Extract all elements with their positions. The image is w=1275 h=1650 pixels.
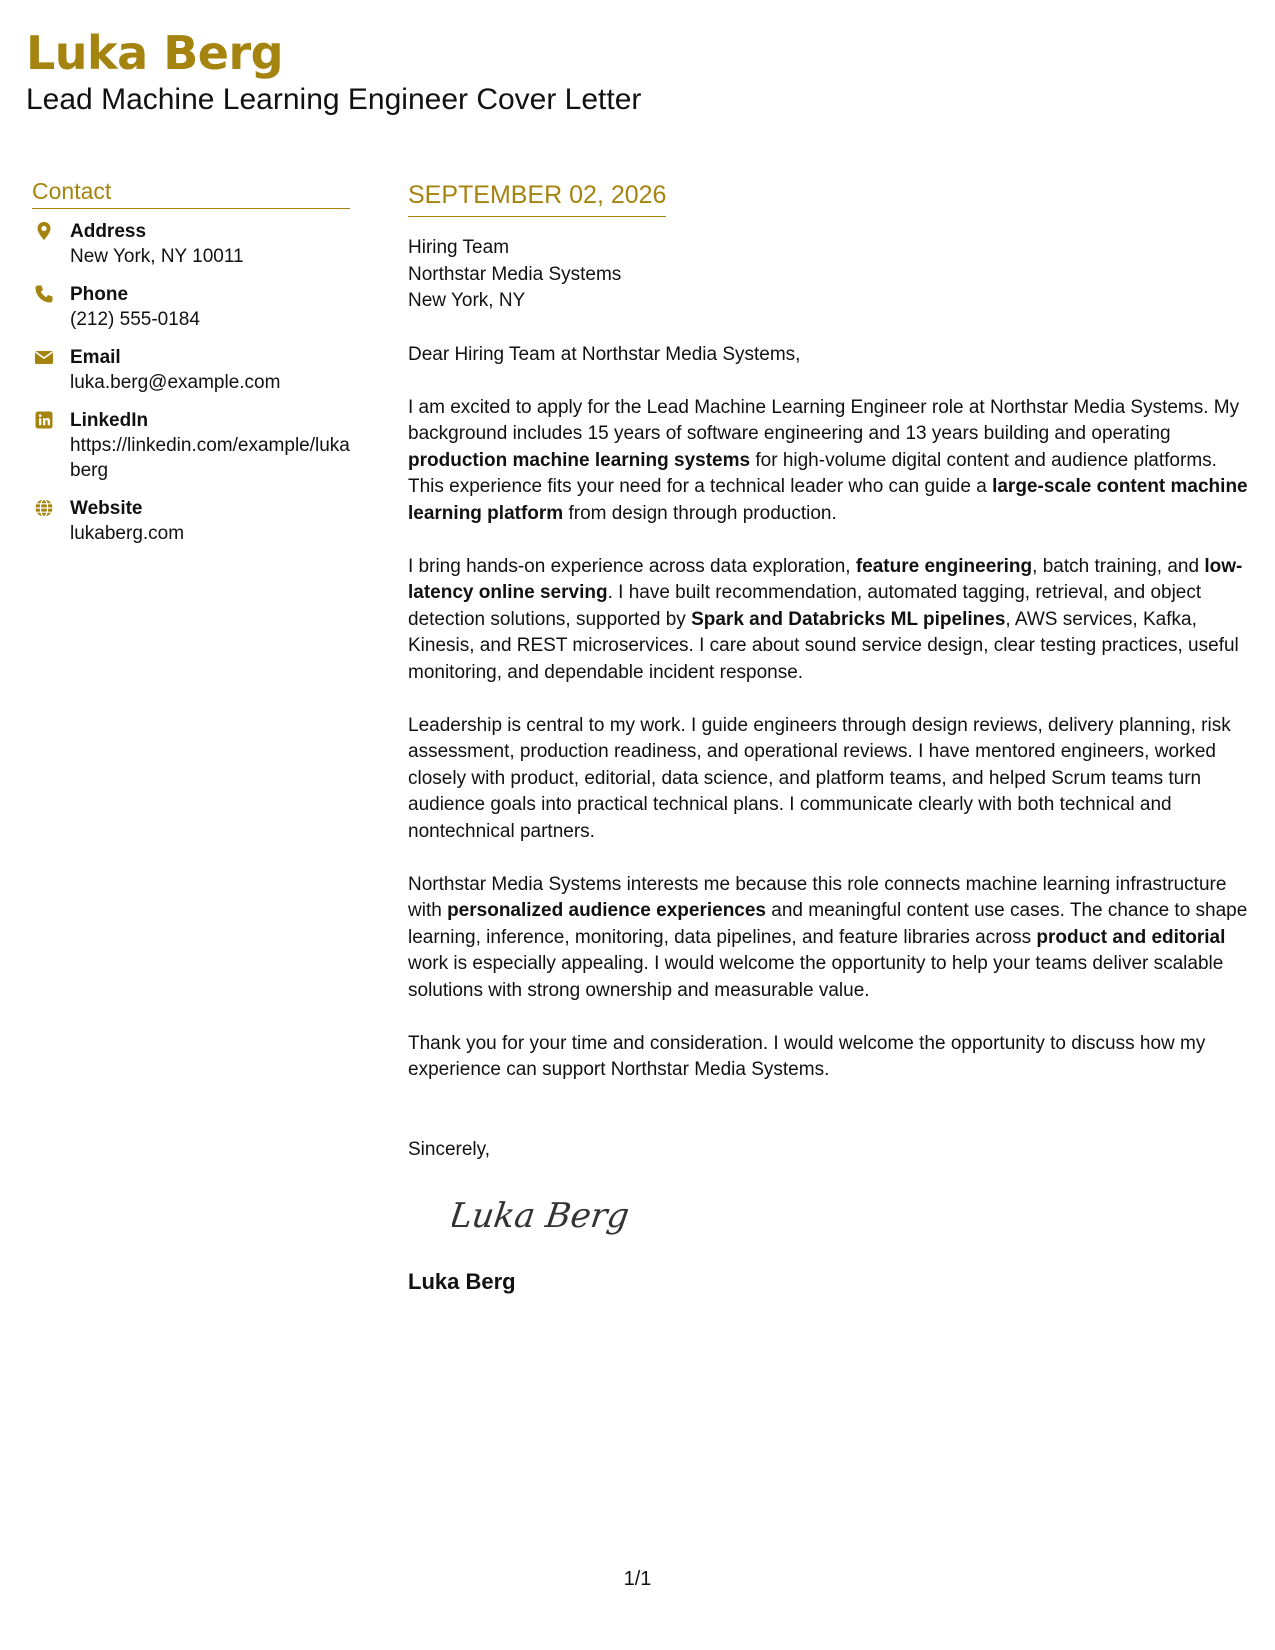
- contact-label: Email: [70, 347, 121, 368]
- recipient-line: New York, NY: [408, 290, 526, 311]
- paragraph-text: from design through production.: [563, 502, 837, 524]
- contact-website: [32, 496, 350, 546]
- svg-text:Luka Berg: Luka Berg: [452, 1196, 632, 1236]
- contact-sidebar: [32, 176, 350, 559]
- contact-list: [32, 219, 350, 546]
- address-value: New York, NY 10011: [70, 246, 244, 267]
- emphasized-text: personalized audience experiences: [447, 900, 766, 921]
- recipient-line: Northstar Media Systems: [408, 263, 622, 285]
- website-value[interactable]: lukaberg.com: [70, 523, 185, 544]
- emphasized-text: production machine learning systems: [408, 449, 751, 471]
- envelope-icon: [34, 347, 54, 367]
- letter-paragraph: [408, 395, 1248, 528]
- linkedin-icon: [34, 410, 54, 430]
- letter-body: [408, 178, 1248, 1296]
- letter-date: SEPTEMBER 02, 2026: [408, 178, 666, 217]
- paragraph-text: . I have built recommendation, automated tagging, retrieval, and object detection solutions, supported by: [408, 582, 1202, 630]
- letter-paragraph: [408, 872, 1248, 1005]
- contact-heading: Contact: [32, 176, 350, 209]
- emphasized-text: product and editorial: [1036, 926, 1226, 948]
- email-value: luka.berg@example.com: [70, 372, 281, 393]
- salutation: Dear Hiring Team at Northstar Media Systems,: [408, 343, 801, 365]
- phone-value: (212) 555-0184: [70, 309, 200, 330]
- signed-name: Luka Berg: [408, 1269, 516, 1294]
- paragraph-text: , AWS services, Kafka, Kinesis, and REST microservices. I care about sound service design, clear testing practices, useful monitoring, and dependable incident response.: [408, 608, 1239, 683]
- letter-paragraph: [408, 713, 1248, 846]
- contact-label: LinkedIn: [70, 410, 149, 431]
- paragraph-text: I am excited to apply for the Lead Machine Learning Engineer role at Northstar Media Systems. My background includes 15 years of software engineering and 13 years building and operating: [408, 396, 1240, 444]
- paragraph-text: and meaningful content use cases. The chance to shape learning, inference, monitoring, data pipelines, and feature libraries across: [408, 900, 1248, 948]
- emphasized-text: large-scale content machine learning platform: [408, 476, 1248, 524]
- linkedin-value[interactable]: https://linkedin.com/example/lukaberg: [70, 435, 350, 481]
- page-number: 1/1: [623, 1568, 652, 1590]
- paragraph-text: Leadership is central to my work. I guide engineers through design reviews, delivery planning, risk assessment, production readiness, and operational reviews. I have mentored engineers, worked closely with product, editorial, data science, and platform teams, and helped Scrum teams turn audience goals into practical technical plans. I communicate clearly with both technical and nontechnical partners.: [408, 714, 1231, 842]
- paragraph-text: I bring hands-on experience across data exploration,: [408, 555, 856, 577]
- globe-icon: [34, 498, 54, 518]
- signature: [452, 1185, 632, 1245]
- page-header: [26, 24, 641, 118]
- paragraph-text: for high-volume digital content and audience platforms. This experience fits your need for a technical leader who can guide a: [408, 449, 1217, 497]
- recipient-line: Hiring Team: [408, 237, 510, 258]
- paragraph-text: Thank you for your time and consideration. I would welcome the opportunity to discuss how my experience can support Northstar Media Systems.: [408, 1032, 1206, 1080]
- paragraph-text: Northstar Media Systems interests me because this role connects machine learning infrastructure with: [408, 873, 1227, 921]
- contact-label: Phone: [70, 284, 129, 305]
- map-pin-icon: [34, 221, 54, 241]
- emphasized-text: low-latency online serving: [408, 555, 1243, 603]
- contact-linkedin: [32, 408, 350, 483]
- contact-label: Address: [70, 221, 147, 242]
- letter-paragraphs: [408, 395, 1248, 1084]
- recipient-block: [408, 235, 1248, 315]
- paragraph-text: , batch training, and: [1032, 555, 1205, 577]
- emphasized-text: feature engineering: [855, 555, 1033, 577]
- phone-icon: [34, 284, 54, 304]
- applicant-name: Luka Berg: [26, 26, 284, 80]
- contact-phone: [32, 282, 350, 332]
- contact-address: [32, 219, 350, 269]
- paragraph-text: work is especially appealing. I would welcome the opportunity to help your teams deliver scalable solutions with strong ownership and measurable value.: [408, 953, 1224, 1001]
- closing: Sincerely,: [408, 1138, 491, 1160]
- letter-paragraph: [408, 1031, 1248, 1084]
- contact-email: [32, 345, 350, 395]
- document-subtitle: Lead Machine Learning Engineer Cover Letter: [26, 83, 642, 116]
- letter-paragraph: [408, 554, 1248, 687]
- emphasized-text: Spark and Databricks ML pipelines: [691, 608, 1006, 630]
- contact-label: Website: [70, 498, 143, 519]
